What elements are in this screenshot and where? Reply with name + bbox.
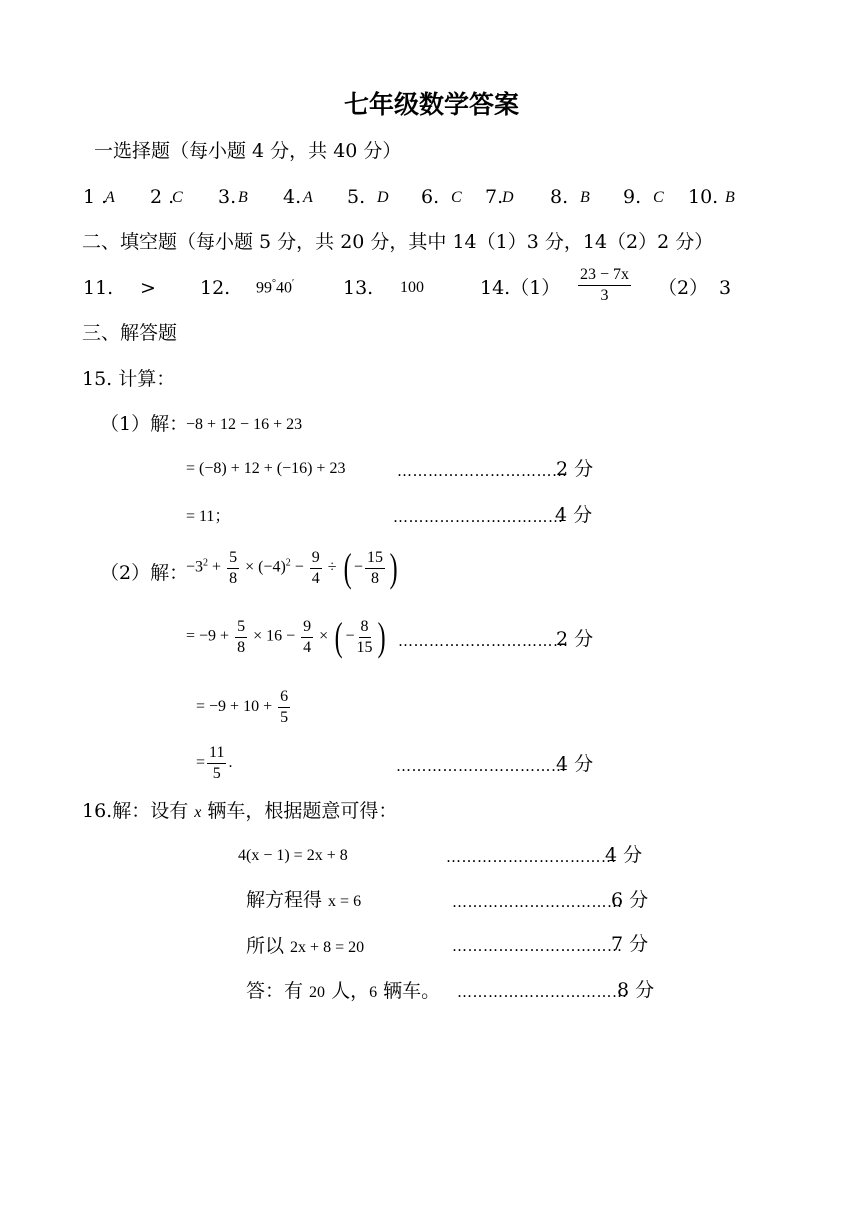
q15-part2-line3: = −9 + 10 + $\frac{6}{5}$	[196, 688, 289, 726]
score-label: 4 分	[555, 504, 593, 526]
q16-equation: 4(x − 1) = 2x + 8	[238, 847, 348, 864]
mc-question-number: 1 .	[83, 186, 108, 208]
mc-answer-letter: D	[377, 189, 389, 206]
mc-question-number: 8.	[550, 186, 569, 208]
mc-answer-letter: C	[451, 189, 462, 206]
q15-heading: 15. 计算：	[82, 368, 176, 390]
mc-question-number: 4.	[283, 186, 302, 208]
mc-question-number: 6.	[421, 186, 440, 208]
score-label: 7 分	[611, 933, 649, 955]
mc-answer-letter: B	[725, 189, 735, 206]
q14-part2-answer: 3	[719, 277, 732, 299]
mc-answer-letter: B	[580, 189, 590, 206]
mc-answer-letter: D	[502, 189, 514, 206]
mc-question-number: 5.	[347, 186, 366, 208]
q15-part2-line2: = −9 + $\frac{5}{8}$ × 16 − $\frac{9}{4}$ × ( − $\frac{8}{15}$ )	[186, 614, 386, 659]
mc-question-number: 7.	[485, 186, 504, 208]
q14-part2-label: （2）	[658, 277, 709, 299]
dot-leader: ……………………………	[452, 937, 623, 955]
q16-answer-line: 答：有 20 人，6 辆车。	[246, 980, 441, 1002]
dot-leader: ……………………………	[457, 983, 628, 1001]
q13-answer: 100	[400, 279, 424, 296]
q14-number: 14.（1）	[480, 277, 561, 299]
page-title: 七年级数学答案	[344, 90, 520, 119]
q13-number: 13.	[343, 277, 374, 299]
q15-part2-line1: $-3^2$ + $\frac{5}{8}$ × $(-4)^2$ − $\frac{9}{4}$ ÷ ( − $\frac{15}{8}$ )	[186, 545, 398, 590]
q16-therefore-line: 所以 2x + 8 = 20	[246, 935, 365, 957]
score-label: 2 分	[556, 458, 594, 480]
mc-question-number: 2 .	[150, 186, 175, 208]
dot-leader: ……………………………	[452, 893, 623, 911]
dot-leader: ……………………………	[393, 508, 564, 526]
q12-number: 12.	[200, 277, 231, 299]
mc-answer-letter: B	[238, 189, 248, 206]
q15-part2-label: （2）解：	[100, 562, 189, 584]
dot-leader: ……………………………	[398, 632, 569, 650]
section-1-heading: 一选择题（每小题 4 分，共 40 分）	[94, 140, 402, 162]
score-label: 8 分	[617, 979, 655, 1001]
score-label: 6 分	[611, 889, 649, 911]
dot-leader: ……………………………	[446, 848, 617, 866]
mc-answer-letter: C	[653, 189, 664, 206]
q16-solve-line: 解方程得 x = 6	[246, 889, 362, 911]
q15-part1-line1: −8 + 12 − 16 + 23	[186, 416, 303, 433]
mc-question-number: 9.	[623, 186, 642, 208]
q16-heading: 16.解：设有 x 辆车，根据题意可得：	[82, 800, 398, 822]
q11-number: 11.	[83, 277, 114, 299]
q15-part2-line4: = $\frac{11}{5}$ .	[196, 744, 233, 782]
score-label: 4 分	[556, 753, 594, 775]
q15-part1-label: （1）解：	[100, 413, 189, 435]
q15-part1-line2: = (−8) + 12 + (−16) + 23	[186, 460, 346, 477]
q15-part1-line3: = 11；	[186, 508, 231, 525]
section-2-heading: 二、填空题（每小题 5 分，共 20 分，其中 14（1）3 分，14（2）2 分）	[82, 231, 714, 253]
section-3-heading: 三、解答题	[82, 322, 178, 344]
mc-answer-letter: C	[172, 189, 183, 206]
mc-question-number: 10.	[688, 186, 719, 208]
mc-answer-letter: A	[105, 189, 115, 206]
q14-part1-answer: $\frac{23 - 7x}{3}$	[580, 266, 630, 304]
dot-leader: ……………………………	[397, 462, 568, 480]
mc-question-number: 3.	[218, 186, 237, 208]
score-label: 4 分	[605, 844, 643, 866]
q12-answer: 99°40′	[256, 278, 295, 297]
mc-answer-letter: A	[303, 189, 313, 206]
q11-answer: >	[140, 277, 156, 299]
score-label: 2 分	[556, 628, 594, 650]
dot-leader: ……………………………	[396, 757, 567, 775]
